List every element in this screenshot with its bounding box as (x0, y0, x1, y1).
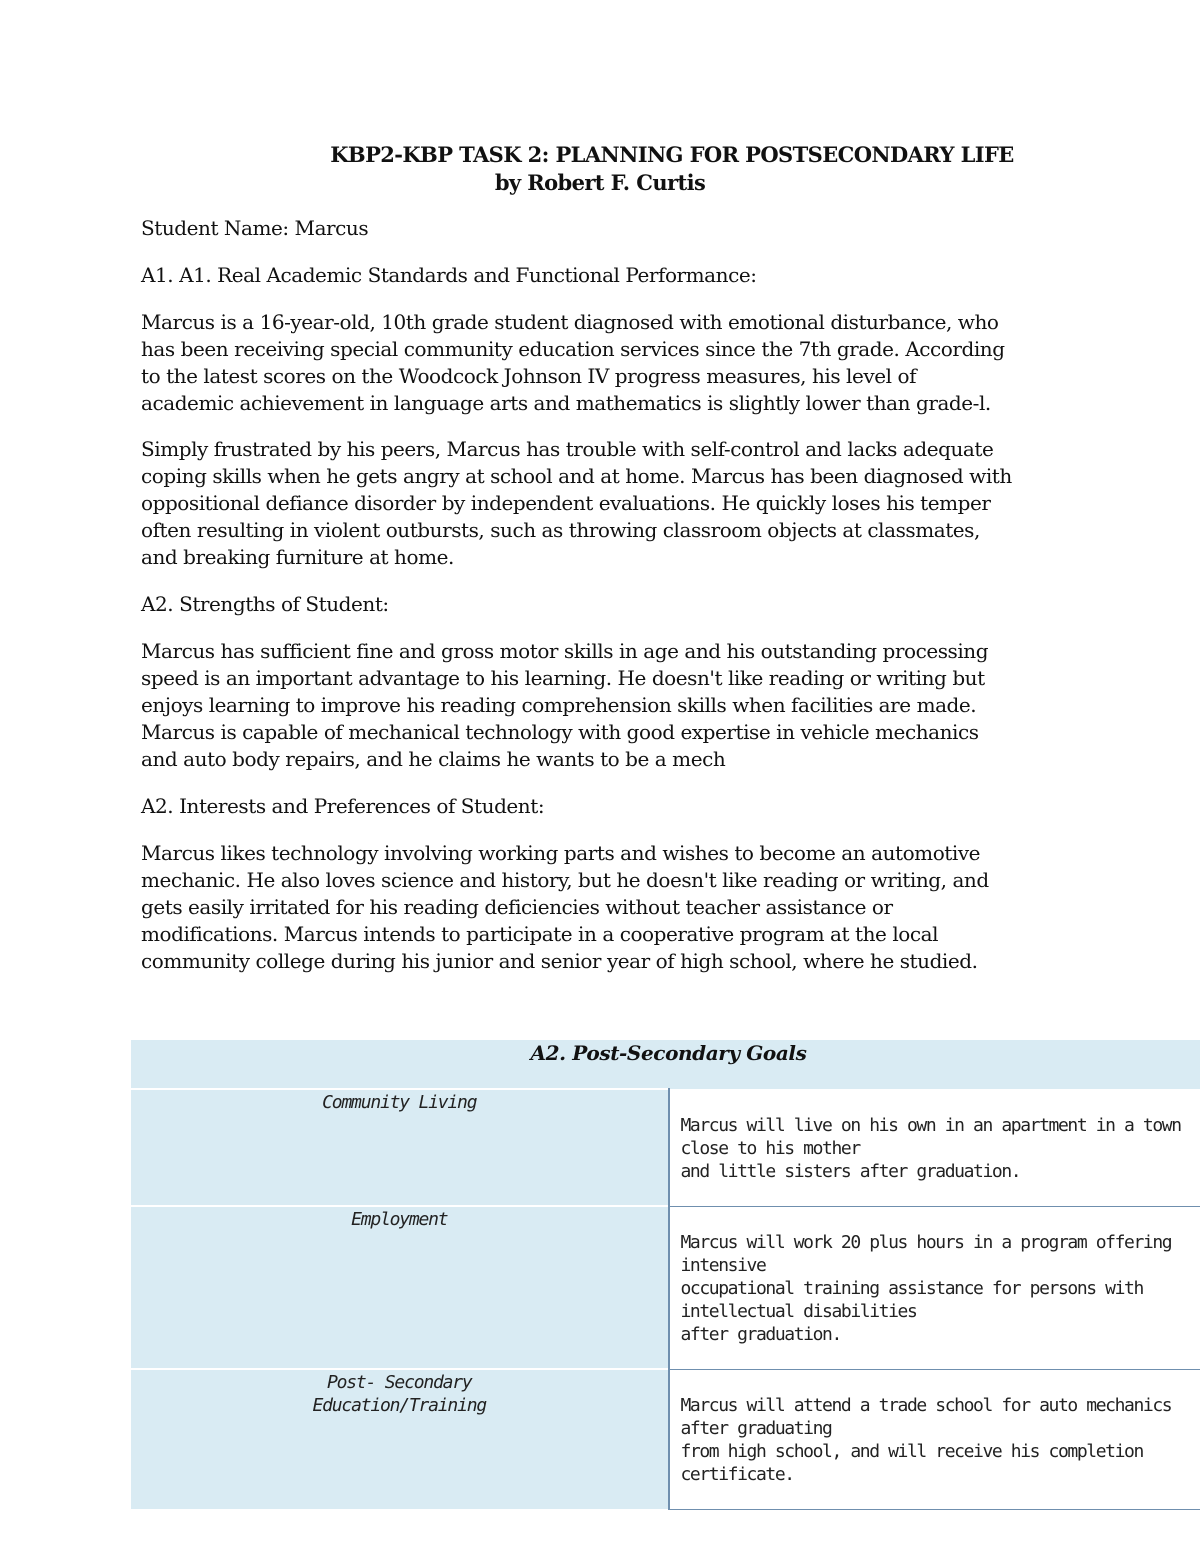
document-author: by Robert F. Curtis (494, 170, 706, 195)
interests-heading: A2. Interests and Preferences of Student: (141, 794, 545, 818)
table-row (131, 1089, 1200, 1206)
interests-paragraph: Marcus likes technology involving working parts and wishes to become an automotive mechanic. He also loves science and history, but he doesn't like reading or writing, and gets easily irritated for his reading deficiencies without teacher assistance or modifications. Marcus intends to participate in a cooperative program at the local community college during his junior and senior year of high school, where he studied. (141, 841, 989, 973)
goal-label: Employment (351, 1209, 448, 1230)
goals-table-header (131, 1040, 1200, 1089)
section-a1-paragraph-2: Simply frustrated by his peers, Marcus has trouble with self-control and lacks adequate coping skills when he gets angry at school and at home. Marcus has been diagnosed with oppositional defiance disorder by independent evaluations. He quickly loses his temper often resulting in violent outbursts, such as throwing classroom objects at classmates, and breaking furniture at home. (141, 437, 1012, 569)
post-secondary-goals-table (131, 1040, 1200, 1510)
goal-value-cell (669, 1089, 1200, 1206)
goal-label-cell (131, 1089, 669, 1206)
strengths-paragraph: Marcus has sufficient fine and gross motor skills in age and his outstanding processing speed is an important advantage to his learning. He doesn't like reading or writing but enjoys learning to improve his reading comprehension skills when facilities are made. Marcus is capable of mechanical technology with good expertise in vehicle mechanics and auto body repairs, and he claims he wants to be a mech (141, 639, 989, 771)
section-a1-heading: A1. A1. Real Academic Standards and Functional Performance: (141, 263, 757, 287)
section-a1-paragraph-1: Marcus is a 16-year-old, 10th grade student diagnosed with emotional disturbance, who has been receiving special community education services since the 7th grade. According to the latest scores on the Woodcock Johnson IV progress measures, his level of academic achievement in language arts and mathematics is slightly lower than grade-l. (141, 310, 1005, 415)
table-row (131, 1206, 1200, 1369)
goal-label-cell (131, 1206, 669, 1369)
table-row (131, 1369, 1200, 1509)
strengths-heading: A2. Strengths of Student: (141, 592, 389, 616)
goal-label: Community Living (322, 1092, 477, 1113)
document-title: KBP2-KBP TASK 2: PLANNING FOR POSTSECONDARY LIFE (330, 142, 1014, 167)
goal-label-cell (131, 1369, 669, 1509)
goal-value: Marcus will attend a trade school for auto mechanics after graduating from high school, and will receive his completion certificate. (680, 1394, 1172, 1485)
goal-value-cell (669, 1369, 1200, 1509)
student-name: Student Name: Marcus (141, 216, 369, 240)
goal-value: Marcus will work 20 plus hours in a program offering intensive occupational training assistance for persons with intellectual disabilities after graduation. (680, 1231, 1172, 1345)
goals-table-title: A2. Post-Secondary Goals (530, 1041, 807, 1065)
goal-value: Marcus will live on his own in an apartment in a town close to his mother and little sisters after graduation. (680, 1114, 1181, 1182)
goal-value-cell (669, 1206, 1200, 1369)
goal-label: Post- Secondary Education/Training (312, 1372, 486, 1416)
